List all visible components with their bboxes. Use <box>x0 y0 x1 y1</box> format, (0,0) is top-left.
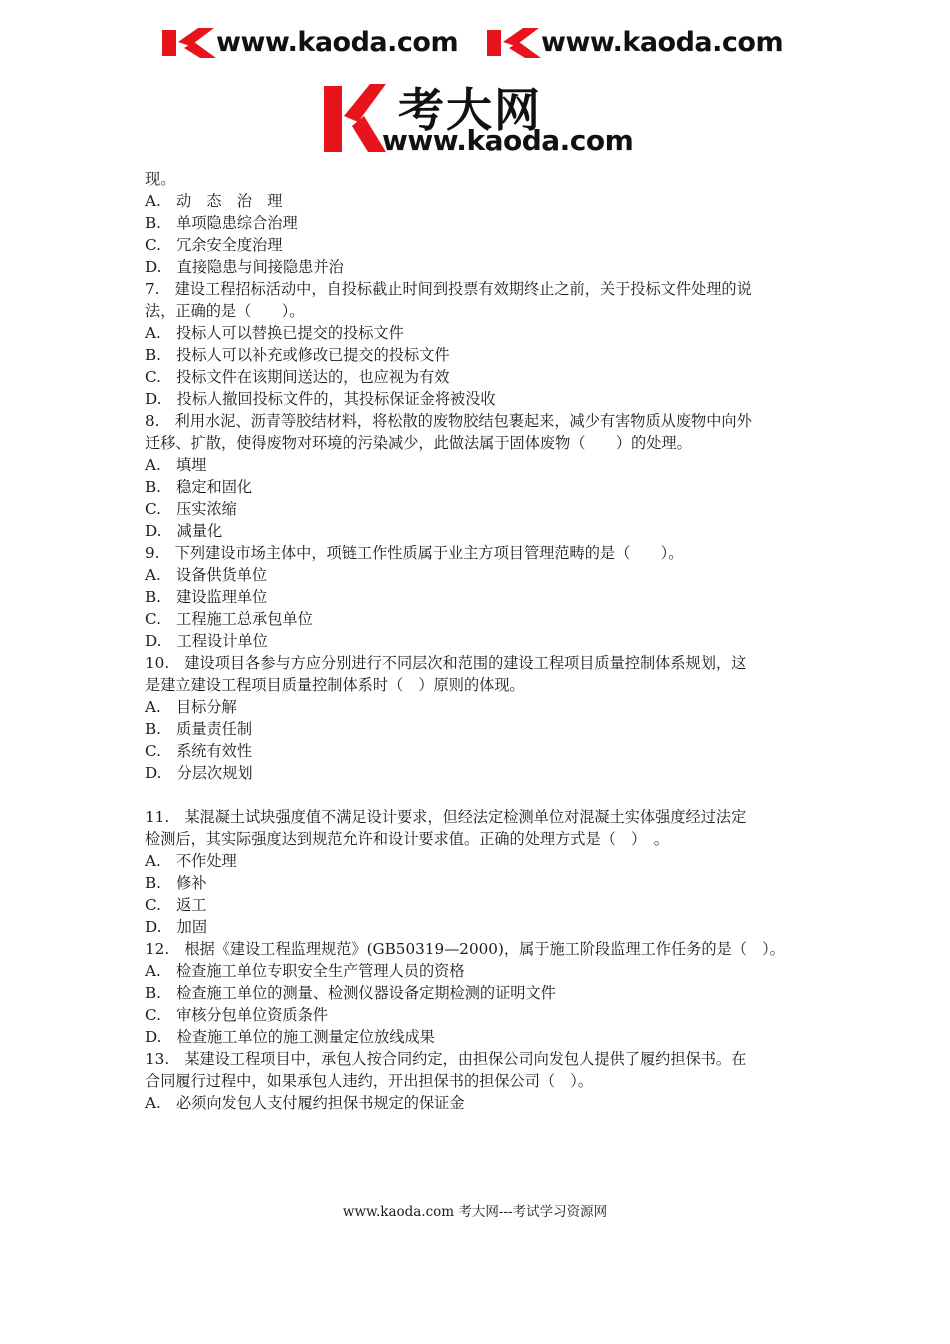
big-k-logo-icon <box>322 80 386 154</box>
text-line: D. 直接隐患与间接隐患并治 <box>145 258 344 276</box>
banner-url-1[interactable]: www.kaoda.com <box>216 26 459 58</box>
text-line: B. 稳定和固化 <box>145 478 253 496</box>
text-line: 13. 某建设工程项目中，承包人按合同约定，由担保公司向发包人提供了履约担保书。在 <box>145 1050 747 1068</box>
text-line: 12. 根据《建设工程监理规范》(GB50319—2000)，属于施工阶段监理工作任务的是（ ）。 <box>145 940 785 958</box>
text-line: D. 投标人撤回投标文件的，其投标保证金将被没收 <box>145 390 496 408</box>
text-line: C. 系统有效性 <box>145 742 253 760</box>
text-line: 9. 下列建设市场主体中，项链工作性质属于业主方项目管理范畴的是（ ）。 <box>145 544 684 562</box>
text-line: D. 减量化 <box>145 522 223 540</box>
text-line: C. 压实浓缩 <box>145 500 237 518</box>
text-line: C. 审核分包单位资质条件 <box>145 1006 328 1024</box>
text-line: D. 检查施工单位的施工测量定位放线成果 <box>145 1028 435 1046</box>
text-line: 11. 某混凝土试块强度值不满足设计要求，但经法定检测单位对混凝土实体强度经过法定 <box>145 808 747 826</box>
text-line: B. 检查施工单位的测量、检测仪器设备定期检测的证明文件 <box>145 984 556 1002</box>
text-line: B. 单项隐患综合治理 <box>145 214 298 232</box>
text-line: A. 必须向发包人支付履约担保书规定的保证金 <box>145 1094 465 1112</box>
question-content <box>145 168 815 1114</box>
text-line: 7. 建设工程招标活动中，自投标截止时间到投票有效期终止之前，关于投标文件处理的说 <box>145 280 752 298</box>
text-line: 合同履行过程中，如果承包人违约，开出担保书的担保公司（ ）。 <box>145 1072 594 1090</box>
text-line: C. 投标文件在该期间送达的，也应视为有效 <box>145 368 450 386</box>
text-line: A. 填埋 <box>145 456 207 474</box>
page-footer: www.kaoda.com 考大网---考试学习资源网 <box>342 1204 608 1220</box>
banner-logo-1[interactable] <box>160 22 458 62</box>
text-line: D. 工程设计单位 <box>145 632 268 650</box>
text-line: A. 动 态 治 理 <box>145 192 283 210</box>
text-line: 10. 建设项目各参与方应分别进行不同层次和范围的建设工程项目质量控制体系规划，这 <box>145 654 747 672</box>
text-line: B. 投标人可以补充或修改已提交的投标文件 <box>145 346 450 364</box>
brand-name: 考大网 <box>398 83 542 137</box>
k-logo-icon <box>485 26 543 58</box>
text-line: C. 工程施工总承包单位 <box>145 610 313 628</box>
text-line: C. 返工 <box>145 896 207 914</box>
banner-url-2[interactable]: www.kaoda.com <box>541 26 784 58</box>
text-line: D. 分层次规划 <box>145 764 253 782</box>
text-line: C. 冗余安全度治理 <box>145 236 283 254</box>
text-line: 8. 利用水泥、沥青等胶结材料，将松散的废物胶结包裹起来，减少有害物质从废物中向外 <box>145 412 752 430</box>
text-line: 迁移、扩散，使得废物对环境的污染减少，此做法属于固体废物（ ）的处理。 <box>145 434 692 452</box>
text-line: B. 质量责任制 <box>145 720 253 738</box>
k-logo-icon <box>160 26 218 58</box>
text-line: A. 投标人可以替换已提交的投标文件 <box>145 324 404 342</box>
banner-logo-2[interactable] <box>485 22 783 62</box>
text-line: 是建立建设工程项目质量控制体系时（ ）原则的体现。 <box>145 676 525 694</box>
brand-url[interactable]: www.kaoda.com <box>382 124 634 157</box>
text-line: 法，正确的是（ ）。 <box>145 302 305 320</box>
text-line: A. 不作处理 <box>145 852 237 870</box>
text-line: 检测后，其实际强度达到规范允许和设计要求值。正确的处理方式是（ ） 。 <box>145 830 669 848</box>
text-line: A. 目标分解 <box>145 698 237 716</box>
text-line: A. 检查施工单位专职安全生产管理人员的资格 <box>145 962 465 980</box>
text-line: D. 加固 <box>145 918 208 936</box>
text-line: B. 修补 <box>145 874 207 892</box>
header-banner <box>160 22 810 66</box>
text-line: 现。 <box>145 170 176 188</box>
kaoda-main-logo[interactable] <box>322 76 652 162</box>
text-line: A. 设备供货单位 <box>145 566 268 584</box>
text-line: B. 建设监理单位 <box>145 588 268 606</box>
blank-line <box>145 784 815 806</box>
